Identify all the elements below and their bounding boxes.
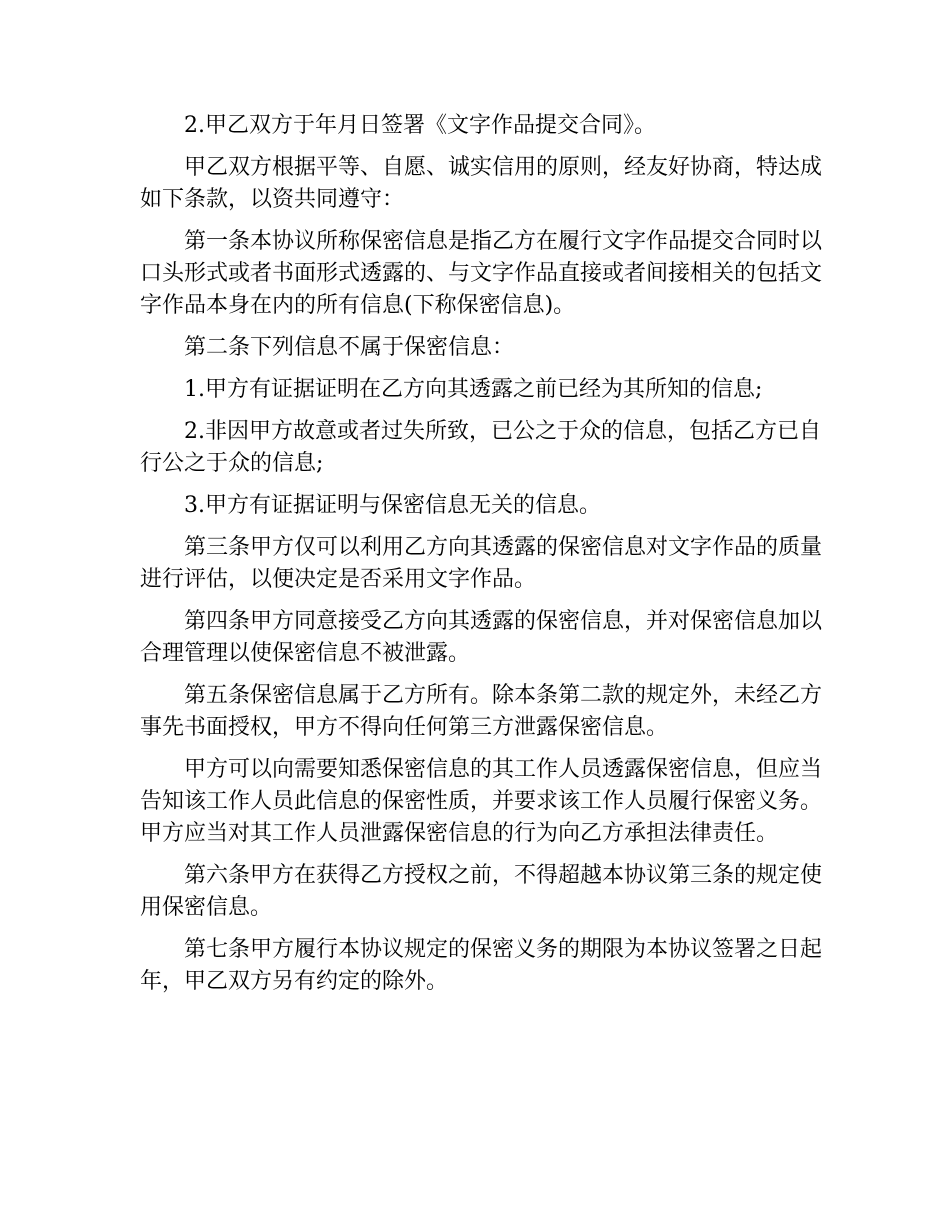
paragraph-article-2-item-3: 3.甲方有证据证明与保密信息无关的信息。 [184,493,601,518]
paragraph-article-1: 第一条本协议所称保密信息是指乙方在履行文字作品提交合同时以口头形式或者书面形式透露的、与文字作品直接或者间接相关的包括文字作品本身在内的所有信息(下称保密信息)。 [140,229,823,318]
paragraph-article-6: 第六条甲方在获得乙方授权之前，不得超越本协议第三条的规定使用保密信息。 [140,863,823,920]
paragraph-article-3: 第三条甲方仅可以利用乙方向其透露的保密信息对文字作品的质量进行评估，以便决定是否采用文字作品。 [140,535,823,592]
paragraph-article-2: 第二条下列信息不属于保密信息： [184,335,515,360]
paragraph-article-5: 第五条保密信息属于乙方所有。除本条第二款的规定外，未经乙方事先书面授权，甲方不得向任何第三方泄露保密信息。 [140,683,823,740]
paragraph-principles: 甲乙双方根据平等、自愿、诚实信用的原则，经友好协商，特达成如下条款，以资共同遵守： [140,155,823,212]
paragraph-article-4: 第四条甲方同意接受乙方向其透露的保密信息，并对保密信息加以合理管理以使保密信息不被泄露。 [140,609,823,666]
paragraph-signing-date: 2.甲乙双方于年月日签署《文字作品提交合同》。 [184,113,656,138]
paragraph-article-7: 第七条甲方履行本协议规定的保密义务的期限为本协议签署之日起年，甲乙双方另有约定的除外。 [140,937,823,994]
paragraph-article-2-item-2: 2.非因甲方故意或者过失所致，已公之于众的信息，包括乙方已自行公之于众的信息; [140,419,821,476]
paragraph-article-5-clause-2: 甲方可以向需要知悉保密信息的其工作人员透露保密信息，但应当告知该工作人员此信息的保密性质，并要求该工作人员履行保密义务。甲方应当对其工作人员泄露保密信息的行为向乙方承担法律责任。 [140,757,823,846]
paragraph-article-2-item-1: 1.甲方有证据证明在乙方向其透露之前已经为其所知的信息; [184,377,763,402]
document-body [140,110,830,1008]
